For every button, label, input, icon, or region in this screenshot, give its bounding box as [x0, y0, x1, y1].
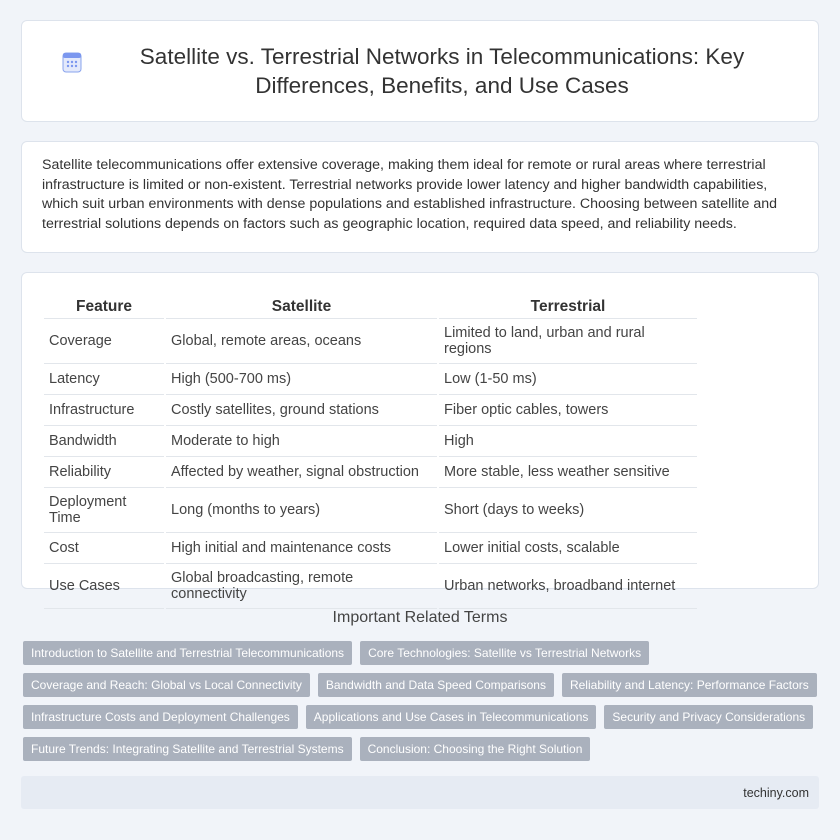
cell-terrestrial: Fiber optic cables, towers: [439, 395, 697, 426]
cell-feature: Deployment Time: [44, 488, 164, 533]
cell-satellite: High initial and maintenance costs: [166, 533, 437, 564]
table-header-row: [44, 295, 697, 319]
header-terrestrial: Terrestrial: [439, 295, 697, 319]
header-feature: Feature: [44, 295, 164, 319]
term-chip[interactable]: Security and Privacy Considerations: [604, 705, 813, 729]
cell-satellite: Moderate to high: [166, 426, 437, 457]
term-chip[interactable]: Conclusion: Choosing the Right Solution: [360, 737, 591, 761]
cell-terrestrial: More stable, less weather sensitive: [439, 457, 697, 488]
cell-terrestrial: Short (days to weeks): [439, 488, 697, 533]
table-row: [44, 319, 697, 364]
term-row: [23, 705, 823, 729]
cell-terrestrial: Limited to land, urban and rural regions: [439, 319, 697, 364]
cell-satellite: Global broadcasting, remote connectivity: [166, 564, 437, 609]
related-terms: [23, 641, 823, 769]
term-chip[interactable]: Reliability and Latency: Performance Factors: [562, 673, 817, 697]
comparison-card: [21, 272, 819, 602]
term-chip[interactable]: Infrastructure Costs and Deployment Challenges: [23, 705, 298, 729]
term-chip[interactable]: Introduction to Satellite and Terrestrial Telecommunications: [23, 641, 352, 665]
page-title: Satellite vs. Terrestrial Networks in Telecommunications: Key Differences, Benefits, and Use Cases: [139, 44, 745, 98]
table-row: [44, 395, 697, 426]
title-card: [21, 20, 819, 122]
cell-satellite: Costly satellites, ground stations: [166, 395, 437, 426]
cell-feature: Coverage: [44, 319, 164, 364]
term-chip[interactable]: Coverage and Reach: Global vs Local Connectivity: [23, 673, 310, 697]
table-row: [44, 533, 697, 564]
cell-satellite: Affected by weather, signal obstruction: [166, 457, 437, 488]
title-wrap: [60, 42, 780, 100]
cell-feature: Infrastructure: [44, 395, 164, 426]
table-row: [44, 426, 697, 457]
table-row: [44, 457, 697, 488]
cell-terrestrial: Lower initial costs, scalable: [439, 533, 697, 564]
cell-feature: Cost: [44, 533, 164, 564]
term-row: [23, 641, 823, 665]
cell-satellite: Long (months to years): [166, 488, 437, 533]
header-satellite: Satellite: [166, 295, 437, 319]
footer-site-link[interactable]: techiny.com: [743, 785, 809, 800]
cell-feature: Reliability: [44, 457, 164, 488]
term-row: [23, 673, 823, 697]
term-chip[interactable]: Core Technologies: Satellite vs Terrestrial Networks: [360, 641, 649, 665]
intro-card: [21, 141, 819, 253]
table-row: [44, 488, 697, 533]
intro-text: Satellite telecommunications offer extensive coverage, making them ideal for remote or rural areas where terrestrial infrastructure is limited or non-existent. Terrestrial networks provide lower latency and higher bandwidth capabilities, which suit urban environments with dense populations and established infrastructure. Choosing between satellite and terrestrial solutions depends on factors such as geographic location, required data speed, and reliability needs.: [42, 157, 778, 232]
cell-feature: Latency: [44, 364, 164, 395]
comparison-table: [42, 295, 699, 609]
cell-terrestrial: Urban networks, broadband internet: [439, 564, 697, 609]
term-row: [23, 737, 823, 761]
document-icon: [60, 50, 84, 74]
table-row: [44, 564, 697, 609]
cell-terrestrial: High: [439, 426, 697, 457]
cell-feature: Use Cases: [44, 564, 164, 609]
table-row: [44, 364, 697, 395]
cell-satellite: Global, remote areas, oceans: [166, 319, 437, 364]
term-chip[interactable]: Future Trends: Integrating Satellite and Terrestrial Systems: [23, 737, 352, 761]
term-chip[interactable]: Bandwidth and Data Speed Comparisons: [318, 673, 554, 697]
cell-terrestrial: Low (1-50 ms): [439, 364, 697, 395]
term-chip[interactable]: Applications and Use Cases in Telecommunications: [306, 705, 597, 729]
cell-feature: Bandwidth: [44, 426, 164, 457]
related-terms-title: Important Related Terms: [332, 609, 508, 626]
footer: [21, 776, 819, 809]
cell-satellite: High (500-700 ms): [166, 364, 437, 395]
